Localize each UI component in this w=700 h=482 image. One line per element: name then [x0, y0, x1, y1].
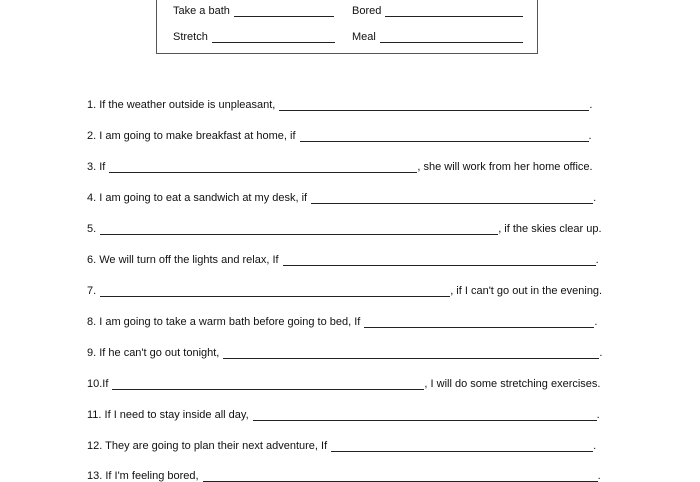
word-bank-item-bored: [352, 5, 523, 17]
exercise-sentence: [87, 407, 600, 421]
exercise-sentence: [87, 221, 602, 235]
sentence-text-before: 8. I am going to take a warm bath before going to bed, If: [87, 316, 361, 328]
sentence-text-before: 13. If I'm feeling bored,: [87, 470, 199, 482]
sentence-text-after: .: [593, 192, 597, 204]
exercise-sentence: [87, 438, 596, 452]
sentence-text-before: 12. They are going to plan their next adventure, If: [87, 440, 328, 452]
sentence-text-after: .: [597, 470, 601, 482]
answer-blank[interactable]: [364, 318, 594, 328]
exercise-sentence: [87, 252, 599, 266]
sentence-text-before: 4. I am going to eat a sandwich at my desk, if: [87, 192, 308, 204]
answer-blank[interactable]: [300, 132, 589, 142]
sentence-text-after: , I will do some stretching exercises.: [424, 378, 601, 390]
word-bank-item-stretch: [173, 31, 335, 43]
exercise-sentence: [87, 283, 602, 297]
answer-blank[interactable]: [331, 442, 593, 452]
exercise-sentence: [87, 159, 593, 173]
answer-blank[interactable]: [100, 287, 450, 297]
sentence-text-after: .: [588, 130, 592, 142]
sentence-text-before: 9. If he can't go out tonight,: [87, 347, 220, 359]
answer-blank[interactable]: [311, 194, 593, 204]
word-bank-item-take-a-bath: [173, 5, 334, 17]
sentence-text-before: 2. I am going to make breakfast at home, if: [87, 130, 296, 142]
sentence-text-after: .: [594, 316, 598, 328]
sentence-text-before: 6. We will turn off the lights and relax, If: [87, 254, 279, 266]
answer-blank[interactable]: [112, 380, 424, 390]
word-bank-answer-line[interactable]: [234, 7, 334, 17]
sentence-text-after: , if the skies clear up.: [498, 223, 602, 235]
sentence-text-after: , she will work from her home office.: [417, 161, 593, 173]
sentence-text-before: 1. If the weather outside is unpleasant,: [87, 99, 276, 111]
exercise-sentence: [87, 376, 600, 390]
answer-blank[interactable]: [203, 472, 598, 482]
answer-blank[interactable]: [223, 349, 599, 359]
exercise-sentence: [87, 345, 602, 359]
word-bank-label: Take a bath: [173, 5, 230, 17]
exercise-sentence: [87, 128, 592, 142]
sentence-text-after: .: [595, 254, 599, 266]
word-bank-item-meal: [352, 31, 523, 43]
exercise-sentence: [87, 190, 596, 204]
word-bank-label: Bored: [352, 5, 382, 17]
sentence-text-after: .: [596, 409, 600, 421]
exercise-sentence: [87, 314, 597, 328]
answer-blank[interactable]: [109, 163, 417, 173]
sentence-text-before: 11. If I need to stay inside all day,: [87, 409, 249, 421]
word-bank-label: Meal: [352, 31, 376, 43]
sentence-text-before: 7.: [87, 285, 97, 297]
word-bank-answer-line[interactable]: [212, 33, 335, 43]
answer-blank[interactable]: [283, 256, 596, 266]
sentence-text-before: 5.: [87, 223, 97, 235]
word-bank-answer-line[interactable]: [380, 33, 523, 43]
sentence-text-before: 3. If: [87, 161, 106, 173]
sentence-text-after: .: [599, 347, 603, 359]
sentence-text-after: .: [589, 99, 593, 111]
sentence-text-after: , if I can't go out in the evening.: [450, 285, 603, 297]
word-bank-label: Stretch: [173, 31, 208, 43]
sentence-text-after: .: [593, 440, 597, 452]
answer-blank[interactable]: [100, 225, 498, 235]
word-bank-answer-line[interactable]: [385, 7, 523, 17]
word-bank-box: [156, 0, 538, 54]
answer-blank[interactable]: [253, 411, 597, 421]
exercise-sentence: [87, 97, 592, 111]
answer-blank[interactable]: [279, 101, 589, 111]
sentence-text-before: 10.If: [87, 378, 109, 390]
